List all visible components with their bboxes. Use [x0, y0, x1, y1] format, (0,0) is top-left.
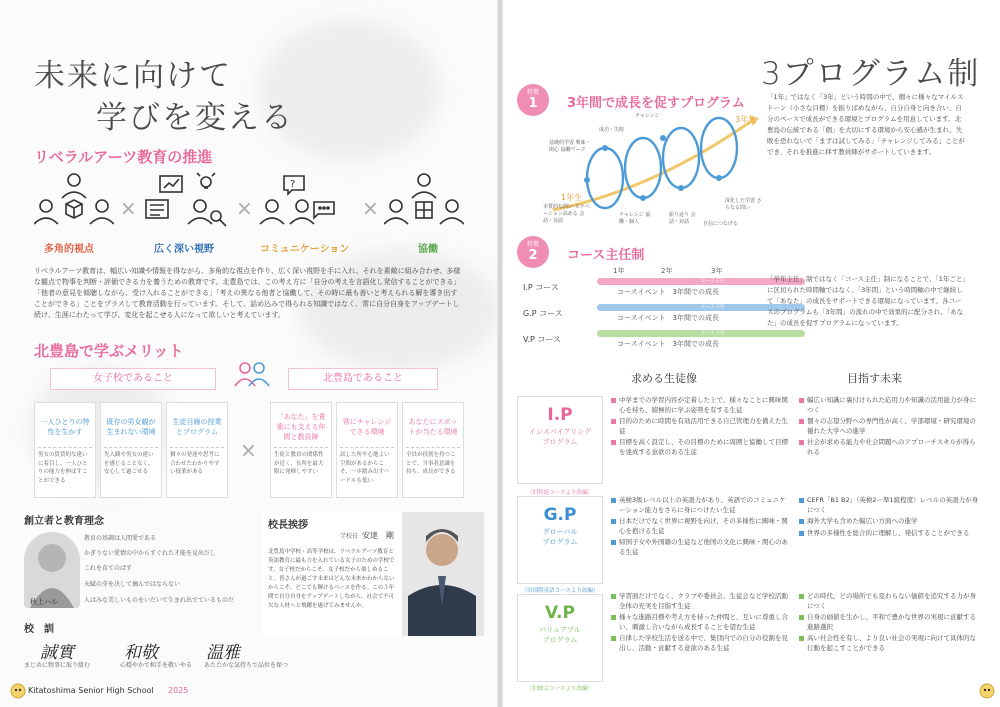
feature-badge-label: 特徴	[526, 241, 539, 248]
future-item: 社会が求める能力や社会問題へのアプローチスキルが得られる	[799, 438, 979, 457]
kitatoshima-tag: 北豊島であること	[288, 368, 438, 390]
liberal-item-label: 多角的視点	[44, 244, 94, 255]
year-header: 1年	[613, 267, 625, 275]
future-item: 高い社会性を有し、より良い社会の実現に向けて具体的な行動を起こすことができる	[799, 634, 979, 653]
merit-card-title: 既存の男女観が生まれない環境	[104, 406, 158, 448]
future-item: 幅広い知識に裏付けられた応用力や知識の活用能力が身につく	[799, 396, 979, 415]
future-item: CEFR「B1 B2」（英検2ー準1級程度）レベルの英語力が身につく	[799, 496, 979, 515]
merit-card-body: 男女の賃賃的な違いに着目し、一人ひとりの能力を伸ばすことができる	[38, 452, 88, 484]
spiral-label: チャレンジ 協働・個人	[619, 212, 651, 225]
merit-card	[270, 402, 332, 498]
course-event: コースイベント 3年間での成長	[617, 288, 719, 296]
seek-item: 様々な進路目標や考え方を持った仲間と、互いに尊重し合い、刺激し合いながら成長することを望む生徒	[611, 613, 791, 632]
page-title: 3プログラム制	[761, 56, 981, 92]
cross-mark: ×	[120, 196, 137, 220]
principal-name: 安達 剛	[362, 531, 394, 540]
merit-card-title: あなたにスポットが当たる環境	[406, 406, 460, 448]
motto-text: あたたかな気持ちで品位を保つ	[204, 662, 288, 669]
broad-vision-icon	[140, 172, 228, 228]
feature2-heading: コース主任制	[567, 248, 645, 263]
principal-panel	[262, 512, 484, 636]
girls-school-tag: 女子校であること	[50, 368, 216, 390]
program-name: インスパイアリング プログラム	[528, 428, 592, 446]
merit-card-body: 試した所や心地よい空間があるからこそ、一歩踏み出すハードルも低い	[340, 452, 390, 484]
program-note: （旧国際英語コースより改編）	[521, 588, 599, 594]
seek-item: 自律した学校生活を送る中で、集団内での自分の役割を見出し、活動・貢献する意欲のある生徒	[611, 634, 791, 653]
seek-item: 目的のために時間を有効活用できる自己管理力を備えた生徒	[611, 417, 791, 436]
merit-card	[402, 402, 464, 498]
feature2-body: 「学年主任」制ではなく「コース主任」制になることで、「1年ごと」に区切られた時間軸ではなく、「3年間」という時間軸の中で継続して「あなた」の成長をサポートできる環境になっています。各コースのプログラムも「3年間」の流れの中で効果的に配分され、「あなた」の成長を促すプログラムになっています。	[767, 275, 966, 327]
course-bar: コース主任	[597, 330, 805, 337]
future-list-gp	[799, 496, 979, 540]
liberal-arts-heading: リベラルアーツ教育の推進	[34, 148, 213, 166]
two-people-icon	[232, 360, 272, 390]
feature-badge-number: 1	[528, 96, 538, 111]
course-name: I.P コース	[523, 283, 559, 292]
spiral-label: 振り返り 会話・対話	[669, 212, 696, 225]
seek-item: 日本だけでなく世界に視野を向け、その多様性に興味・関心を抱ける生徒	[611, 517, 791, 536]
year3-label: 3年生	[735, 115, 757, 124]
founder-line: かぎりない愛情の中からすぐれた才能を見出だし	[84, 550, 217, 557]
course-row	[523, 304, 803, 324]
seek-column-header: 求める生徒像	[631, 372, 697, 385]
program-note: （旧総合コースより改編）	[527, 686, 593, 692]
course-name: G.P コース	[523, 309, 563, 318]
year-header: 3年	[711, 267, 723, 275]
merit-card-body: 個々の発達や思考に合わせたわかりやすい授業がある	[170, 452, 220, 475]
merit-card	[34, 402, 96, 498]
future-item: 海外大学も含めた幅広い方面への進学	[799, 517, 979, 527]
founder-line: 人はみな美しいものをいだいて生まれ出でているものだ	[84, 597, 235, 604]
course-event: コースイベント 3年間での成長	[617, 340, 719, 348]
founder-line: これを育てのばす	[84, 565, 133, 572]
merit-card-body: 先入観や男女の違いを感じることなく、安心して過ごせる	[104, 452, 154, 475]
seek-item: 目標を高く設定し、その目標のために周囲と協働して目標を達成する意欲のある生徒	[611, 438, 791, 457]
principal-heading: 校長挨拶	[268, 520, 308, 531]
program-code: V.P	[545, 603, 575, 623]
multi-perspective-icon	[34, 172, 114, 228]
program-box-vp	[517, 594, 603, 682]
program-name: グローバル プログラム	[542, 528, 578, 546]
cross-mark: ×	[362, 196, 379, 220]
course-bar: コース主任	[597, 278, 805, 285]
cross-mark: ×	[240, 438, 257, 462]
motto-text: 心穏やかで相手を敬いやる	[120, 662, 193, 669]
motto-kanji: 温雅	[206, 643, 240, 663]
founder-line: 教育の基調は人間愛である	[84, 535, 157, 542]
merit-card-title: 生徒目線の授業とプログラム	[170, 406, 224, 448]
future-item: 自身の価値を生かし、平和で豊かな世界の実現に貢献する進路選択	[799, 613, 979, 632]
seek-item: 学習面だけでなく、クラブや委員会、生徒会など学校活動全体の充実を目指す生徒	[611, 592, 791, 611]
school-mascot-icon	[979, 683, 995, 699]
merit-heading: 北豊島で学ぶメリット	[34, 342, 184, 360]
founder-portrait	[24, 532, 80, 608]
merit-card-title: 「あなた」を貴重にも支える仲間と教員陣	[274, 406, 328, 448]
course-row	[523, 278, 803, 298]
seek-list-ip	[611, 396, 791, 459]
svg-text:?: ?	[290, 179, 296, 190]
founder-heading: 創立者と教育理念	[24, 516, 104, 527]
year-header: 2年	[661, 267, 673, 275]
course-bar: コース主任	[597, 304, 805, 311]
spiral-label: 成功・失敗	[599, 127, 625, 133]
merit-card-title: 一人ひとりの特性を生かす	[38, 406, 92, 448]
seek-item: 中学までの学習内容が定着した上で、様々なことに興味関心を持ち、積極的に学ぶ姿勢を有する生徒	[611, 396, 791, 415]
merit-card-body: 全員が役割を持つことで、当事者意識を持ち、成長ができる	[406, 452, 456, 475]
program-code: G.P	[543, 505, 577, 525]
feature1-heading: 3年間で成長を促すプログラム	[567, 96, 745, 111]
left-page	[0, 0, 497, 707]
merit-card-title: 常にチャレンジできる環境	[340, 406, 394, 448]
future-item: 世界の多様性を総合的に理解し、発信することができる	[799, 529, 979, 539]
merit-card	[166, 402, 228, 498]
spiral-label: 自信につなげる	[703, 221, 738, 227]
merit-card	[100, 402, 162, 498]
year1-label: 1年生	[561, 193, 583, 202]
liberal-item-label: コミュニケーション	[260, 244, 350, 255]
course-event: コースイベント 3年間での成長	[617, 314, 719, 322]
spiral-label: 本質的な問い モチベーション高める 会話・対話	[543, 204, 590, 224]
principal-photo	[402, 512, 484, 636]
motto-text: まじめに物事に取り組む	[24, 662, 91, 669]
merit-card-body: 生徒と教員の関係性が近く、長所を最大限に発揮しやすい	[274, 452, 324, 475]
page-title-line1: 未来に向けて	[34, 58, 232, 94]
founder-line: 天賦の芽を決して摘んではならない	[84, 581, 181, 588]
spiral-label: 深化した学習 さらなる問い	[725, 198, 762, 211]
program-box-gp	[517, 496, 603, 584]
founder-name: 秋上ハル	[30, 598, 58, 606]
program-code: I.P	[547, 405, 573, 425]
future-item: どの時代、どの場所でも変わらない価値を追究する力が身につく	[799, 592, 979, 611]
course-row	[523, 330, 803, 350]
feature1-body: 「1年」ではなく「3年」という時間の中で、個々に様々なマイルストーン（小さな目標）を振りばめながら、自分自身と向き合い、自分のペースで成長ができる環境とプログラムを用意しています。北豊島の伝統である「個」を大切にする環境から安心感が生まれ、失敗を恐れないで「まずは試してみる」「チャレンジしてみる」ことができ、それを推進に移す教員陣がサポートしていきます。	[767, 93, 965, 156]
founder-silhouette-icon	[24, 532, 80, 608]
feature-badge-label: 特徴	[526, 89, 539, 96]
footer-school-name: Kitatoshima Senior High School	[28, 686, 154, 695]
footer-year: 2025	[168, 686, 189, 695]
future-list-ip	[799, 396, 979, 459]
liberal-arts-body: リベラルアーツ教育は、幅広い知識や情報を得ながら、多角的な視点を作り、広く深い視野を手に入れ、それを素敵に組み合わせ、多様な観点で物事を判断・評価できる力を養うための教育です。北豊島では、この考え方に「自分の考えを言語化し発信することができる」「他者の意見を傾聴しながら、受け入れることができる」「考えの異なる他者と協働して、その時に最も善いと考えられる解を導き出すことができる」ことをプラスして教育活動を行っています。そして、話め込みで得られる知識ではなく、常に自分自身をアップデートし続け、生涯にわたって学び、変化を起こせる人になって欲しいと考えています。	[34, 267, 461, 319]
seek-list-vp	[611, 592, 791, 655]
liberal-item-label: 協働	[418, 244, 438, 255]
spiral-label: チャレンジ	[635, 113, 660, 119]
motto-kanji: 誠實	[40, 643, 74, 663]
principal-role: 学校長	[340, 533, 359, 540]
collaboration-icon	[384, 172, 464, 228]
future-item: 個々の志望分野への専門性が高く、学部環境・研究環境の優れた大学への進学	[799, 417, 979, 436]
right-page	[503, 0, 1000, 707]
future-list-vp	[799, 592, 979, 655]
seek-list-gp	[611, 496, 791, 559]
motto-heading: 校 訓	[24, 624, 54, 635]
background-blob	[260, 20, 440, 160]
seek-item: 帰国子女や外国籍の生徒など他国の文化に興味・関心のある生徒	[611, 538, 791, 557]
feature-badge	[517, 236, 549, 268]
course-name: V.P コース	[523, 335, 561, 344]
school-crest-icon	[10, 683, 26, 699]
motto-kanji: 和敬	[124, 643, 158, 663]
program-name: バリュアブル プログラム	[539, 626, 581, 644]
principal-message: 北豊島中学校・高等学校は、リベラルアーツ教育と英語教育に最も力を入れている女子のための学校です。女子校だからこそ、女子校だから楽しめること。皆さんが過ごす未来はどんな未来かわからないからこそ、どこでも輝けるベースを作る。この３年間で自分自身をアップデートしながら、社会で不可欠な人材へと飛躍を遂げてみませんか。	[268, 549, 395, 609]
feature-badge-number: 2	[528, 248, 538, 263]
communication-icon	[258, 172, 346, 228]
seek-item: 英検3級レベル以上の英語力があり、英語でのコミュニケーション能力をさらに身につけたい生徒	[611, 496, 791, 515]
page-title-line2: 学びを変える	[96, 100, 294, 136]
future-column-header: 目指す未来	[847, 372, 902, 385]
program-box-ip	[517, 396, 603, 484]
merit-card	[336, 402, 398, 498]
spiral-label: 基礎的学習 興味・関心 協働ワーク	[549, 140, 591, 153]
liberal-item-label: 広く深い視野	[154, 244, 214, 255]
program-note: （旧特進コースより改編）	[527, 490, 593, 496]
cross-mark: ×	[236, 196, 253, 220]
